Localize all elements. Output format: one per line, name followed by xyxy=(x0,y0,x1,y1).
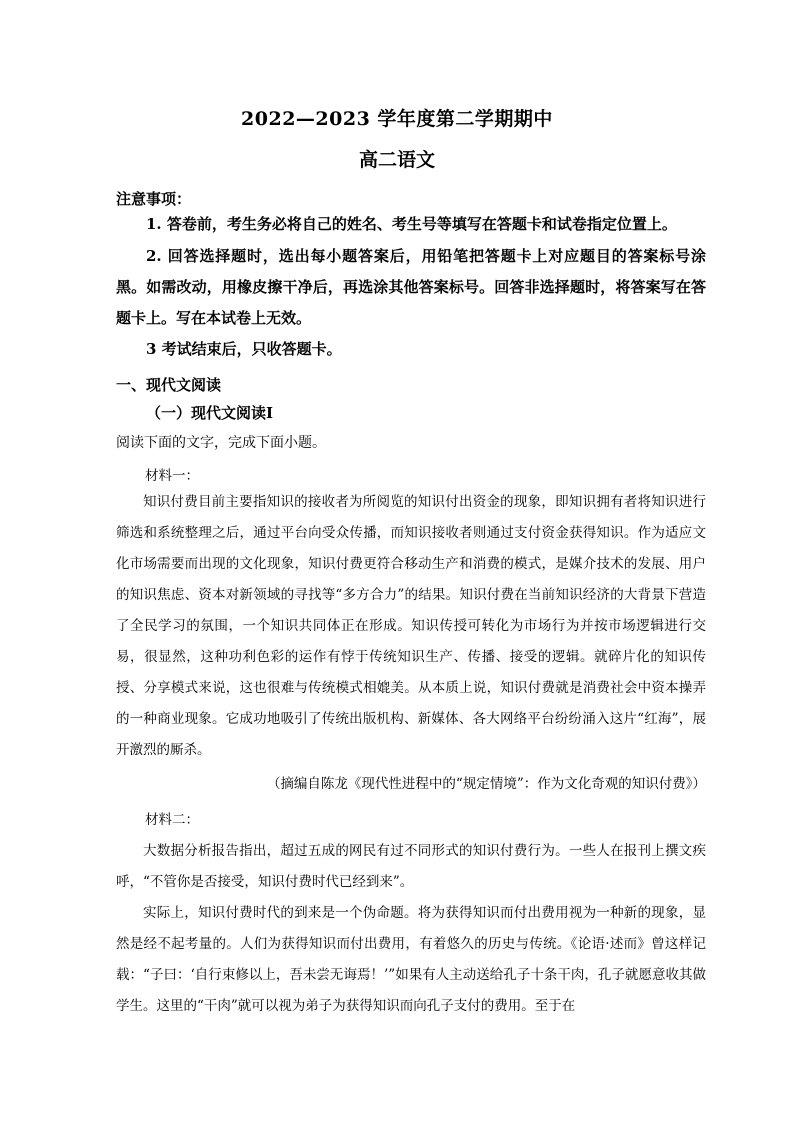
section-title: 一、现代文阅读 xyxy=(116,376,222,394)
material-1-source: （摘编自陈龙《现代性进程中的“规定情境”：作为文化奇观的知识付费》） xyxy=(266,776,706,792)
reading-instruction: 阅读下面的文字，完成下面小题。 xyxy=(116,435,326,451)
material-2-label: 材料二： xyxy=(145,812,199,828)
note-item-2: 2. 回答选择题时，选出每小题答案后，用铅笔把答题卡上对应题目的答案标号涂黑。如需改动，用橡皮擦干净后，再选涂其他答案标号。回答非选择题时，将答案写在答题卡上。写在本试卷上无效。 xyxy=(116,247,706,327)
exam-title: 2022—2023 学年度第二学期期中 xyxy=(241,108,553,130)
exam-subject: 高二语文 xyxy=(358,149,435,171)
note-item-1: 1. 答卷前，考生务必将自己的姓名、考生号等填写在答题卡和试卷指定位置上。 xyxy=(146,215,677,233)
material-1-label: 材料一： xyxy=(145,468,199,484)
section-subtitle: （一）现代文阅读Ⅰ xyxy=(146,404,274,422)
material-2-paragraph-1: 大数据分析报告指出，超过五成的网民有过不同形式的知识付费行为。一些人在报刊上撰文疾呼，“不管你是否接受，知识付费时代已经到来”。 xyxy=(116,843,706,890)
material-2-paragraph-2: 实际上，知识付费时代的到来是一个伪命题。将为获得知识而付出费用视为一种新的现象，显然是经不起考量的。人们为获得知识而付出费用，有着悠久的历史与传统。《论语·述而》曾这样记载：“子曰：‘自行束修以上，吾未尝无诲焉！’”如果有人主动送给孔子十条干肉，孔子就愿意收其做学生。这里的“干肉”就可以视为弟子为获得知识而向孔子支付的费用。至于在 xyxy=(116,905,706,1014)
notes-heading: 注意事项： xyxy=(116,190,192,208)
material-1-paragraph: 知识付费目前主要指知识的接收者为所阅览的知识付出资金的现象，即知识拥有者将知识进行筛选和系统整理之后，通过平台向受众传播，而知识接收者则通过支付资金获得知识。作为适应文化市场需要而出现的文化现象，知识付费更符合移动生产和消费的模式，是媒介技术的发展、用户的知识焦虑、资本对新领域的寻找等“多方合力”的结果。知识付费在当前知识经济的大背景下营造了全民学习的氛围，一个知识共同体正在形成。知识传授可转化为市场行为并按市场逻辑进行交易，很显然，这种功利色彩的运作有悖于传统知识生产、传播、接受的逻辑。就碎片化的知识传授、分享模式来说，这也很难与传统模式相媲美。从本质上说，知识付费就是消费社会中资本操弄的一种商业现象。它成功地吸引了传统出版机构、新媒体、各大网络平台纷纷涌入这片“红海”，展开激烈的厮杀。 xyxy=(116,494,706,758)
note-item-3: 3 考试结束后，只收答题卡。 xyxy=(146,340,342,358)
